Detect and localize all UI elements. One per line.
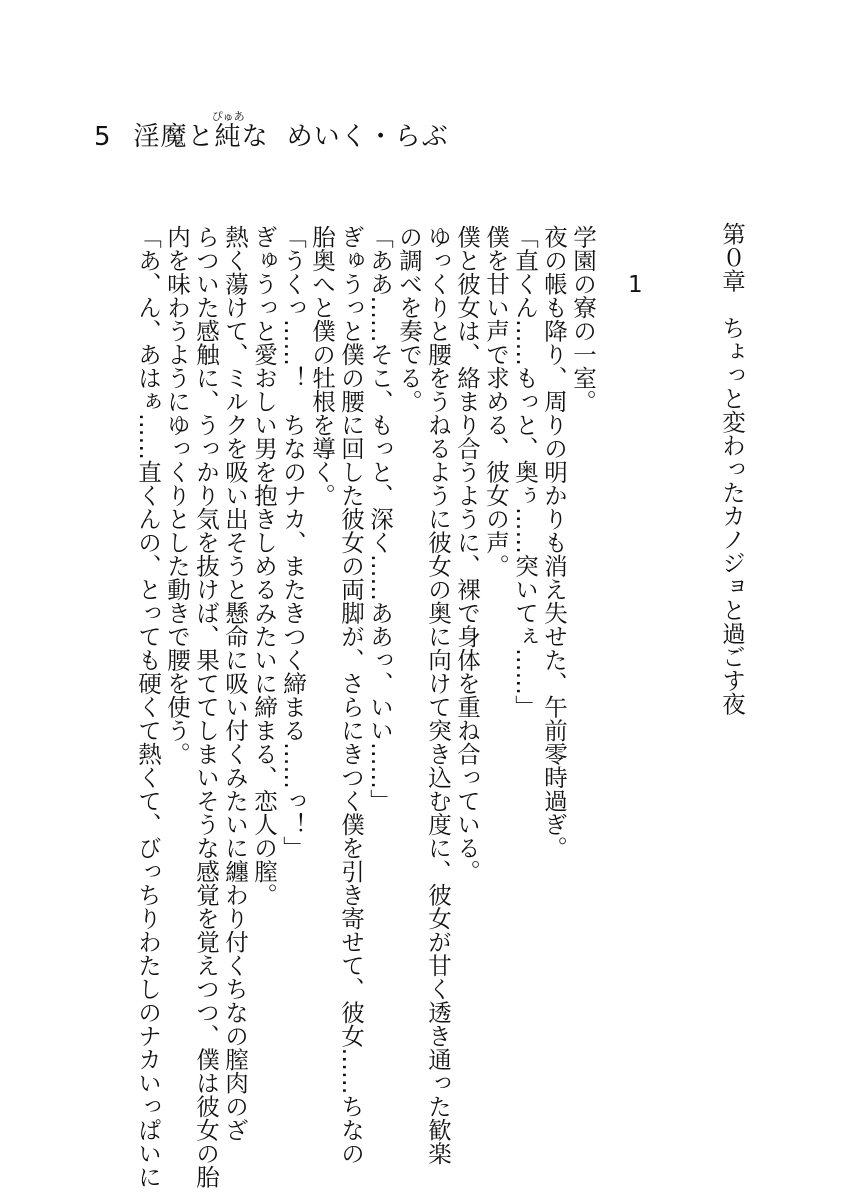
text-column-4: 僕を甘い声で求める、彼女の声。 [482, 225, 510, 578]
text-column-8: 「ああ……そこ、もっと、深く……ああっ、いい……」 [366, 225, 394, 813]
header-title-part3: めいく・らぶ [286, 122, 449, 152]
text-column-16: 「あ、ん、あはぁ……直くんの、とっても硬くて熱くて、びっちりわたしのナカいっぱいに [134, 225, 162, 1189]
header-ruby [211, 110, 245, 152]
text-column-9: ぎゅうっと僕の腰に回した彼女の両脚が、さらにきつく僕を引き寄せて、彼女……ちなの [337, 225, 365, 1165]
text-column-7: の調べを奏でる。 [395, 225, 423, 413]
chapter-title: 第０章 ちょっと変わったカノジョと過ごす夜 [718, 222, 746, 716]
text-column-3: 「直くん……もっと、奥ぅ……突いてぇ……」 [511, 225, 539, 719]
text-column-13: 熱く蕩けて、ミルクを吸い出そうと懸命に吸い付くみたいに纏わり付くちなの膣肉のざ [221, 225, 249, 1142]
header-ruby-base: 純 [211, 122, 245, 152]
text-column-10: 胎奥へと僕の牡根を導く。 [308, 225, 336, 507]
text-column-2: 夜の帳も降り、周りの明かりも消え失せた、午前零時過ぎ。 [540, 225, 568, 860]
text-column-6: ゆっくりと腰をうねるように彼女の奥に向けて突き込む度に、彼女が甘く透き通った歓楽 [424, 225, 452, 1165]
text-column-14: らついた感触に、うっかり気を抜けば、果ててしまいそうな感覚を覚えつつ、僕は彼女の胎 [192, 225, 220, 1189]
chapter-number: 5 [94, 122, 112, 152]
page-header [94, 110, 449, 153]
header-title-part2: な [241, 122, 269, 152]
section-number: 1 [628, 272, 643, 298]
text-column-11: 「うくっ……！ ちなのナカ、またきつく締まる……っ！」 [279, 225, 307, 860]
text-column-15: 内を味わうようにゆっくりとした動きで腰を使う。 [163, 225, 191, 766]
text-column-5: 僕と彼女は、絡まり合うように、裸で身体を重ね合っている。 [453, 225, 481, 883]
header-title-part1: 淫魔と [133, 122, 215, 152]
text-column-12: ぎゅうっと愛おしい男を抱きしめるみたいに締まる、恋人の膣。 [250, 225, 278, 907]
text-column-1: 学園の寮の一室。 [569, 225, 597, 413]
header-ruby-reading: ぴゅあ [211, 110, 245, 123]
